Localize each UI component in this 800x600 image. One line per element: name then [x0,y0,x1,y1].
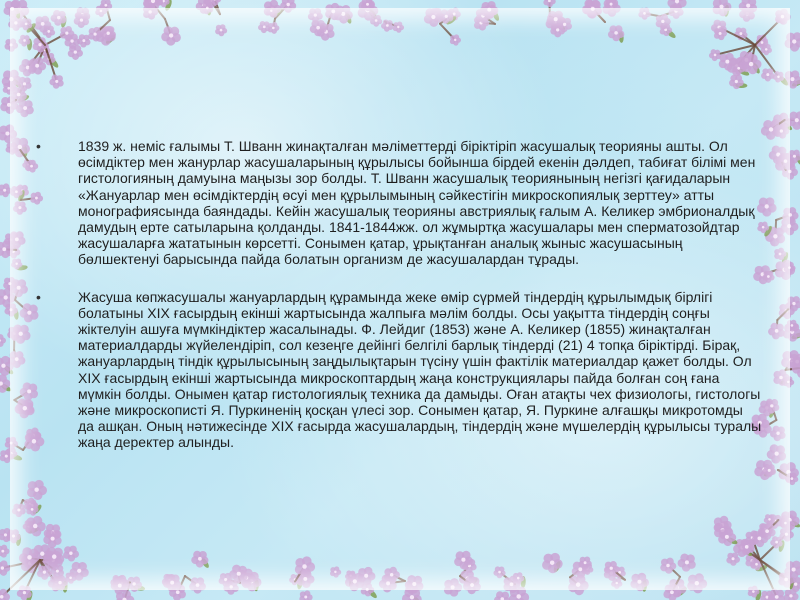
blossom-center [10,7,14,11]
blossom-center [70,39,73,42]
blossom-center [784,578,788,582]
blossom-center [100,10,103,13]
text-body [30,138,762,451]
blossom-flower [775,9,791,25]
blossom-flower [709,49,721,61]
blossom-center [10,442,13,445]
blossom-center [10,308,13,311]
blossom-center [762,226,765,229]
blossom-center [725,60,729,64]
blossom-flower [12,504,26,518]
blossom-center [775,452,779,456]
blossom-center [752,590,755,593]
blossom-flower [783,70,800,88]
blossom-center [15,357,19,361]
blossom-center [58,581,61,584]
blossom-center [263,25,266,28]
blossom-center [498,571,501,574]
blossom-flower [37,565,52,580]
blossom-center [761,41,764,44]
blossom-petal [779,123,786,130]
blossom-center [745,545,749,549]
blossom-center [554,17,558,21]
blossom-center [94,32,97,35]
blossom-flower [49,74,63,88]
blossom-center [795,118,799,122]
blossom-center [82,39,85,42]
blossom-petal [778,248,784,254]
blossom-center [0,595,3,599]
blossom-center [768,518,770,520]
blossom-center [556,28,559,31]
blossom-center [55,80,58,83]
blossom-petal [58,575,65,582]
blossom-center [107,32,110,35]
blossom-center [52,554,56,558]
blossom-flower [713,0,732,16]
blossom-flower [381,19,393,31]
blossom-center [563,23,566,26]
blossom-center [286,3,289,6]
blossom-center [788,213,792,217]
blossom-center [788,266,791,269]
blossom-center [353,579,357,583]
blossom-center [69,576,72,579]
blossom-flower [161,26,181,45]
blossom-center [35,64,39,68]
blossom-center [578,567,582,571]
blossom-flower [370,15,382,27]
blossom-center [198,557,202,561]
blossom-center [8,282,11,285]
blossom-center [31,508,34,511]
blossom-petal [331,3,339,11]
blossom-flower [543,0,555,7]
blossom-flower [384,567,400,583]
blossom-petal [302,556,312,566]
blossom-center [57,16,60,19]
blossom-center [40,552,44,556]
blossom-center [746,4,750,8]
blossom-petal [1,545,7,551]
blossom-flower [223,580,238,595]
blossom-center [719,32,722,35]
blossom-center [314,13,317,16]
paragraph-2 [30,289,762,451]
blossom-center [779,376,783,380]
blossom-center [5,131,9,135]
blossom-center [670,590,674,594]
blossom-flower [0,334,6,347]
blossom-center [38,43,41,46]
blossom-center [1,566,4,569]
blossom-center [637,580,641,584]
blossom-center [735,80,738,83]
blossom-center [375,19,378,22]
blossom-center [453,13,456,16]
blossom-center [790,477,793,480]
blossom-center [334,571,336,573]
blossom-petal [0,560,7,567]
blossom-center [7,103,11,107]
blossom-flower [768,589,785,600]
blossom-center [303,577,307,581]
blossom-center [765,529,769,533]
blossom-center [768,469,771,472]
blossom-center [148,10,151,13]
paragraph-2-text: Жасуша көпжасушалы жануарлардың құрамында жеке өмір сүрмей тіндердің құрылымдық бірлігі болатыны XIX ғасырдың екінші жартысында жалпыға мәлім болды. Осы уақытта тіндердің соңғы жіктелуін ашуға мүмкіндіктер жасалынады. Ф. Лейдиг (1853) және А. Келикер (1855) жинақталған материалдарды жүйелендіріп, сол кезеңге дейінгі белгілі барлық тіндерді (21) 4 топқа біріктірді. Бірақ, жануарлардың тіндік құрылысының заңдылықтарын түсіну үшін фактілік материалдар қажет болды. Ол XIX ғасырдың екінші жартысында микроскоптардың жаңа конструкциялары пайда болған соң ғана мүмкін болды. Онымен қатар гистологиялық техника да дамыды. Оған атақты чех физиологы, гистологы және микроскописті Я. Пуркиненің қосқан үлесі зор. Сонымен қатар, Я. Пуркине алғашқы микротомды да ашқан. Оның нәтижесінде XIX ғасырда жасушалардың, тіндердің және мүшелердің құрылысы туралы жаңа деректер алынды. [78,288,762,451]
blossom-center [584,561,587,564]
blossom-flower [687,573,707,593]
blossom-center [412,582,416,586]
blossom-center [316,26,320,30]
blossom-flower [215,24,227,36]
blossom-center [775,541,778,544]
blossom-center [23,39,26,42]
blossom-center [780,129,783,132]
blossom-center [591,7,595,11]
blossom-flower [761,68,774,81]
blossom-center [739,32,742,35]
blossom-petal [752,586,758,592]
blossom-center [386,581,390,585]
blossom-flower [25,516,45,537]
blossom-center [17,93,21,97]
blossom-center [757,537,761,541]
blossom-flower [74,13,89,28]
blossom-flower [5,38,18,51]
blossom-center [69,552,72,555]
blossom-center [790,77,794,81]
blossom-flower [13,201,27,215]
blossom-center [510,582,514,586]
blossom-center [765,48,768,51]
blossom-center [576,582,581,587]
blossom-flower [393,22,404,33]
blossom-center [1,364,5,368]
blossom-flower [611,578,622,589]
blossom-center [451,585,455,589]
blossom-center [661,20,664,23]
blossom-flower [726,552,740,565]
blossom-center [12,534,15,537]
blossom-center [132,582,135,585]
blossom-center [550,560,555,565]
blossom-center [445,15,448,18]
blossom-center [302,564,306,568]
blossom-center [15,190,18,193]
blossom-center [794,583,797,586]
blossom-center [454,39,456,41]
blossom-flower [542,553,563,573]
blossom-center [19,332,23,336]
blossom-center [2,247,6,251]
blossom-center [386,24,389,27]
blossom-center [431,15,435,19]
blossom-center [777,75,780,78]
blossom-center [23,106,27,110]
blossom-center [23,591,26,594]
blossom-petal [272,22,278,28]
blossom-center [767,275,770,278]
blossom-center [787,224,791,228]
blossom-center [15,237,19,241]
blossom-flower [450,34,461,45]
blossom-flower [5,437,18,450]
blossom-flower [785,32,800,51]
blossom-center [643,12,646,15]
blossom-center [784,522,787,525]
paragraph-1 [30,138,762,268]
blossom-center [787,381,790,384]
bullet-icon: • [36,288,41,305]
blossom-flower [678,553,696,571]
blossom-center [77,569,81,573]
blossom-center [17,286,21,290]
blossom-center [33,524,37,528]
blossom-flower [770,426,786,442]
blossom-center [737,67,740,70]
blossom-center [773,234,777,238]
blossom-flower [463,577,481,595]
blossom-flower [299,590,312,600]
blossom-center [749,62,753,66]
blossom-flower [494,591,510,600]
blossom-petal [3,183,9,189]
blossom-center [364,574,368,578]
blossom-flower [330,566,341,577]
blossom-flower [268,22,280,34]
blossom-center [118,584,122,588]
blossom-center [770,404,773,407]
blossom-center [25,23,28,26]
blossom-center [775,329,779,333]
blossom-flower [0,183,12,197]
blossom-center [18,145,22,149]
blossom-center [792,39,796,43]
blossom-center [206,7,209,10]
blossom-flower [189,577,206,593]
blossom-center [15,263,17,265]
blossom-center [610,567,613,570]
blossom-center [788,170,791,173]
blossom-center [666,564,670,568]
blossom-center [41,22,45,26]
blossom-flower [783,376,794,387]
blossom-center [27,555,32,560]
blossom-center [34,488,38,492]
blossom-center [47,30,50,33]
blossom-center [614,31,618,35]
blossom-center [517,577,520,580]
blossom-center [781,15,784,18]
blossom-flower [0,545,9,558]
blossom-center [272,27,275,30]
blossom-center [685,560,689,564]
blossom-center [461,558,465,562]
blossom-center [14,21,17,24]
blossom-center [470,583,474,587]
blossom-center [17,508,20,511]
blossom-center [610,3,613,6]
blossom-center [792,567,796,571]
blossom-center [791,324,794,327]
blossom-flower [638,8,650,20]
blossom-center [769,127,773,131]
blossom-center [176,590,180,594]
blossom-petal [780,9,787,16]
blossom-center [270,10,272,12]
blossom-center [732,557,735,560]
blossom-center [695,581,699,585]
bullet-icon: • [36,138,41,154]
blossom-center [43,571,46,574]
blossom-center [793,155,796,158]
blossom-center [80,18,83,21]
blossom-center [4,533,7,536]
blossom-center [366,3,369,6]
blossom-center [616,582,618,584]
blossom-center [4,295,8,299]
blossom-flower [768,323,785,340]
blossom-center [366,588,369,591]
blossom-center [10,43,13,46]
blossom-center [304,596,307,599]
blossom-center [487,8,491,12]
blossom-center [3,189,6,192]
blossom-center [397,26,399,28]
blossom-petal [270,5,275,10]
blossom-center [755,563,758,566]
blossom-petal [661,14,668,21]
blossom-flower [27,480,47,500]
blossom-petal [450,578,459,587]
blossom-flower [568,575,589,596]
blossom-center [9,77,13,81]
blossom-center [725,535,729,539]
blossom-flower [63,546,79,562]
blossom-center [230,585,233,588]
blossom-center [18,206,21,209]
blossom-center [104,4,107,7]
blossom-center [56,570,59,573]
blossom-center [714,54,717,57]
blossom-center [237,572,241,576]
blossom-petal [453,8,459,14]
blossom-flower [295,556,315,577]
blossom-center [65,32,68,35]
blossom-center [410,595,414,599]
blossom-flower [0,560,10,575]
blossom-petal [30,503,36,509]
blossom-petal [718,27,724,33]
blossom-center [220,29,223,32]
blossom-petal [1,356,10,365]
blossom-center [765,204,769,208]
blossom-center [169,33,173,37]
blossom-center [516,594,520,598]
blossom-center [196,583,200,587]
blossom-center [785,533,788,536]
blossom-center [331,10,335,14]
blossom-petal [389,567,397,575]
blossom-petal [748,54,757,63]
blossom-center [51,537,55,541]
blossom-center [776,432,779,435]
blossom-center [784,159,788,163]
blossom-center [170,581,174,585]
blossom-center [775,595,779,599]
blossom-center [5,455,8,458]
blossom-center [7,87,10,90]
blossom-center [719,5,723,9]
blossom-center [792,302,795,305]
blossom-center [1,550,4,553]
blossom-center [23,82,26,85]
blossom-center [74,50,77,53]
paragraph-1-text: 1839 ж. неміс ғалымы Т. Шванн жинақталған мәліметтерді біріктіріп жасушалық теорияны ашты. Ол өсімдіктер мен жанурлар жасушаларының құрылысы бойынша бірдей екенін дәлдеп, табиғат білімі мен гистологияның дамуына маңызы зор болды. Т. Шванн жасушалық теориянының негізгі қағидаларын «Жануарлар мен өсімдіктердің өсуі мен құрылымының сәйкестігін микроскопиялық зерттеу» атты монографиясында баяндады. Кейін жасушалық теорияны австриялық ғалым А. Келикер эмбрионалдық дамудың ерте сатыларына қолданды. 1841-1844жж. ол жұмыртқа жасушалары мен сперматозойдтар жасушаларға жататынын көрсетті. Сонымен қатар, ұрықтанған аналық жыныс жасушасының бөлшектенуі барысында пайда болатын организм де жасушалардан тұрады. [78,138,756,268]
blossom-center [390,573,394,577]
blossom-center [789,594,792,597]
blossom-center [23,406,27,410]
blossom-center [766,73,769,76]
blossom-petal [509,576,517,584]
blossom-center [779,253,782,256]
